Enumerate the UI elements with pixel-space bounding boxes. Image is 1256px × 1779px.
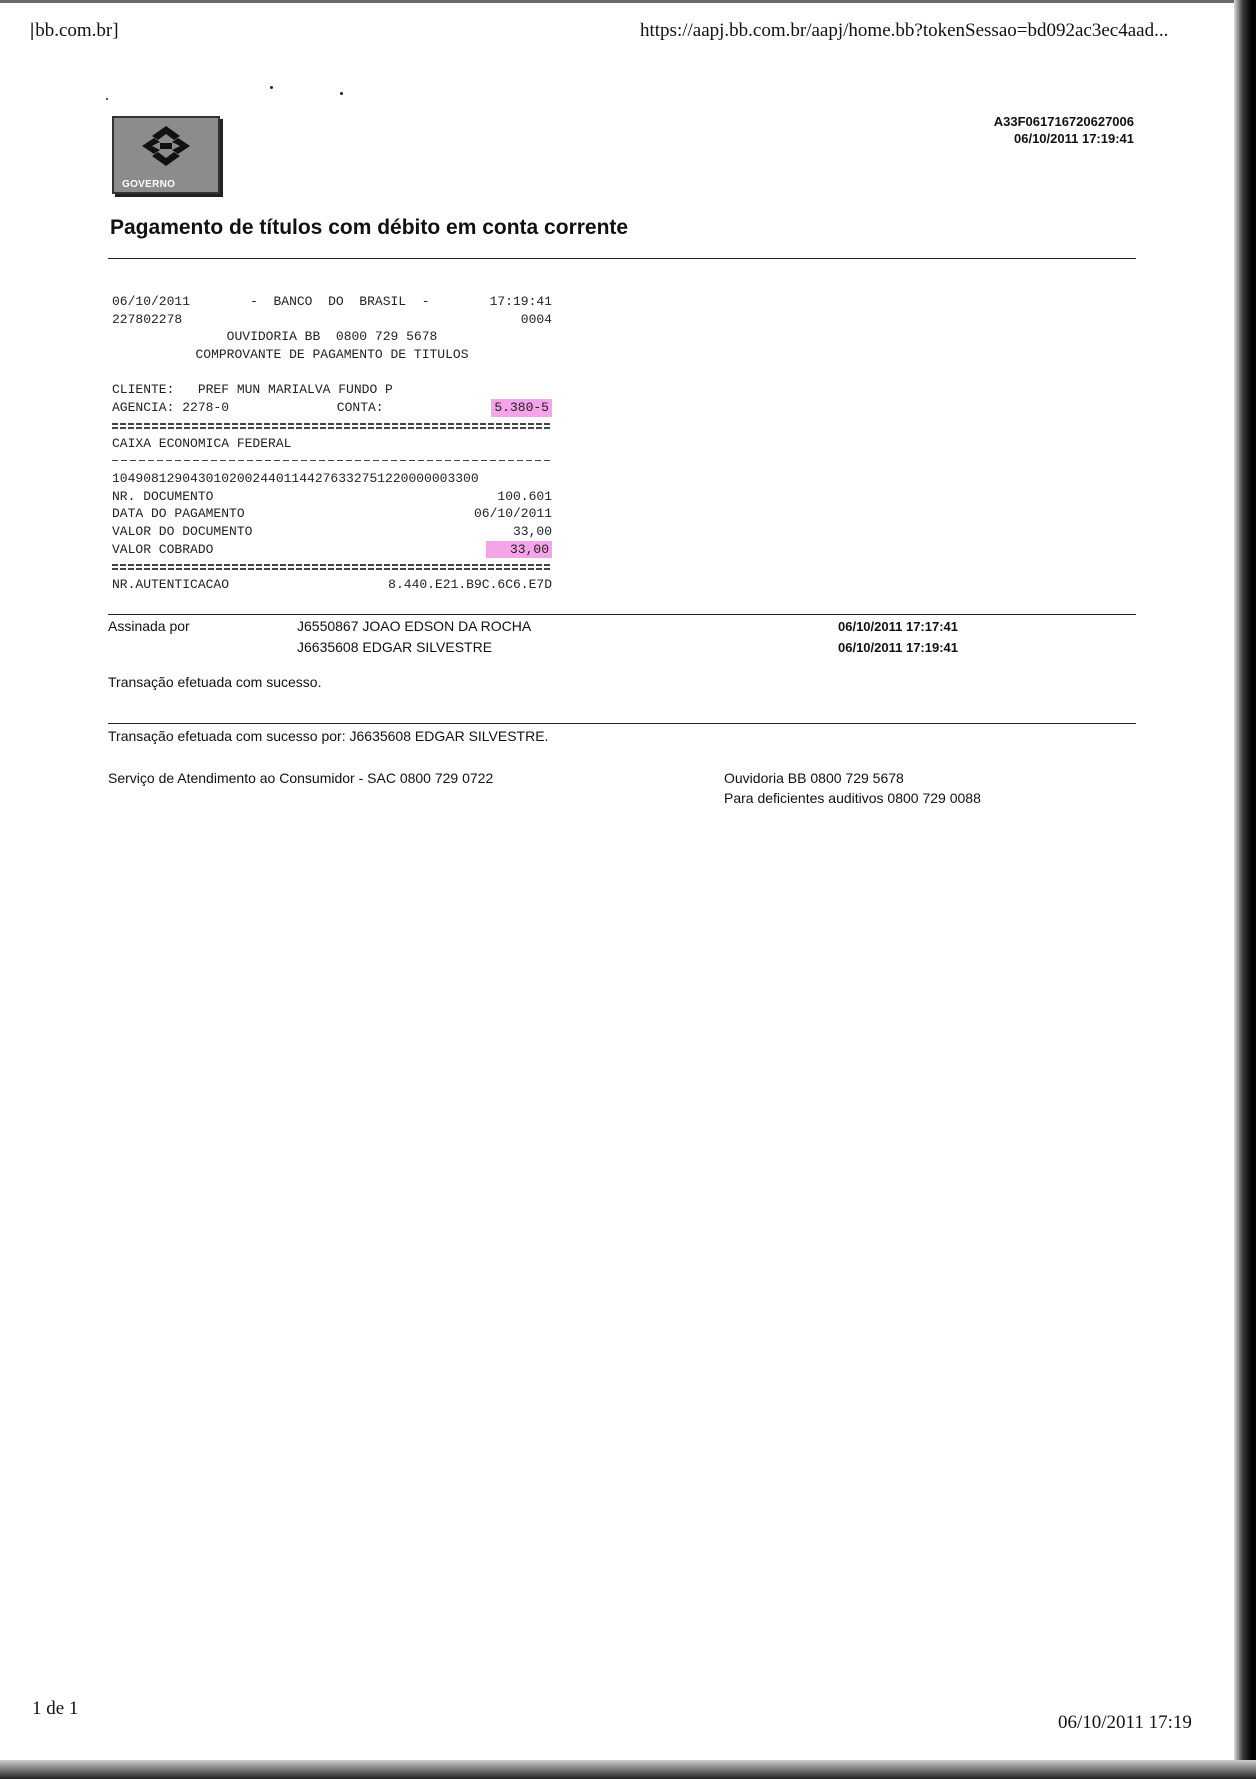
signer-name: J6635608 EDGAR SILVESTRE <box>297 639 493 655</box>
receipt-data-pagamento: DATA DO PAGAMENTO 06/10/2011 <box>112 506 552 522</box>
payment-receipt <box>112 293 552 594</box>
scan-speck <box>340 92 343 95</box>
receipt-agencia-conta: AGENCIA: 2278-0 CONTA: 5.380-5 <box>112 399 552 417</box>
document-datetime: 06/10/2011 17:19:41 <box>1014 131 1134 146</box>
title-divider <box>108 258 1136 259</box>
banco-do-brasil-logo-icon <box>140 124 192 168</box>
scan-edge-top <box>0 0 1256 3</box>
browser-url[interactable]: https://aapj.bb.com.br/aapj/home.bb?tokenSessao=bd092ac3ec4aad... <box>640 20 1169 41</box>
signer-datetime: 06/10/2011 17:19:41 <box>838 640 958 655</box>
text-cursor-icon: | <box>30 20 35 41</box>
scan-speck <box>106 98 108 100</box>
receipt-nr-documento: NR. DOCUMENTO 100.601 <box>112 488 552 504</box>
valor-cobrado-highlight: 33,00 <box>486 541 552 559</box>
single-divider <box>112 460 552 461</box>
page-title: Pagamento de títulos com débito em conta corrente <box>110 216 629 239</box>
page-count: 1 de 1 <box>32 1698 79 1719</box>
scan-edge-right <box>1234 0 1256 1779</box>
receipt-beneficiary: CAIXA ECONOMICA FEDERAL <box>112 435 292 451</box>
signer-datetime: 06/10/2011 17:17:41 <box>838 619 958 634</box>
receipt-ouvidoria: OUVIDORIA BB 0800 729 5678 <box>226 329 438 345</box>
bank-logo <box>112 116 220 194</box>
document-id-block <box>994 113 1134 147</box>
status-message: Transação efetuada com sucesso. <box>108 674 322 690</box>
status-divider <box>108 723 1136 724</box>
receipt-comprovante: COMPROVANTE DE PAGAMENTO DE TITULOS <box>195 347 469 363</box>
scan-speck <box>270 86 273 89</box>
receipt-line: 06/10/2011 - BANCO DO BRASIL - 17:19:41 <box>112 294 552 309</box>
logo-text: GOVERNO <box>122 179 176 190</box>
ouvidoria-contacts <box>724 768 981 808</box>
deficientes-line: Para deficientes auditivos 0800 729 0088 <box>724 790 981 806</box>
signed-by-label: Assinada por <box>108 618 190 634</box>
conta-value-highlight: 5.380-5 <box>491 399 552 417</box>
double-divider <box>112 564 552 570</box>
scan-edge-bottom <box>0 1760 1256 1779</box>
signature-divider <box>108 614 1136 615</box>
status-by-message: Transação efetuada com sucesso por: J6635608 EDGAR SILVESTRE. <box>108 728 549 744</box>
receipt-autenticacao: NR.AUTENTICACAO 8.440.E21.B9C.6C6.E7D <box>112 577 552 592</box>
receipt-barcode: 10490812904301020024401144276332751220000003300 <box>112 470 479 486</box>
receipt-valor-cobrado: VALOR COBRADO 33,00 <box>112 541 552 559</box>
receipt-cliente: CLIENTE: PREF MUN MARIALVA FUNDO P <box>112 382 393 398</box>
print-datetime: 06/10/2011 17:19 <box>1058 1712 1192 1733</box>
receipt-valor-documento: VALOR DO DOCUMENTO 33,00 <box>112 523 552 539</box>
sac-contact: Serviço de Atendimento ao Consumidor - SAC 0800 729 0722 <box>108 770 494 786</box>
signer-name: J6550867 JOAO EDSON DA ROCHA <box>297 618 532 634</box>
double-divider <box>112 423 552 429</box>
receipt-line: 227802278 0004 <box>112 311 552 327</box>
document-code: A33F061716720627006 <box>993 114 1134 129</box>
browser-site-fragment: |bb.com.br] <box>30 20 119 41</box>
receipt-spacer <box>112 364 552 382</box>
ouvidoria-line: Ouvidoria BB 0800 729 5678 <box>724 770 904 786</box>
